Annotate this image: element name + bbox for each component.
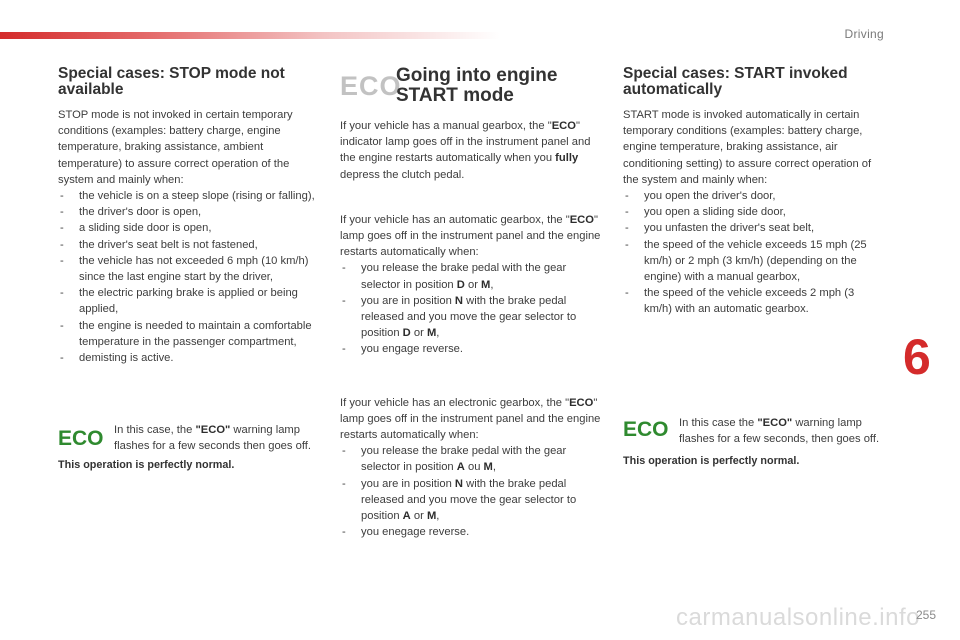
list-item: - you release the brake pedal with the gear selector in position A ou M, [340,443,605,475]
list-item: - demisting is active. [58,350,323,366]
list-item: - a sliding side door is open, [58,220,323,236]
list-electronic-conditions [340,443,605,540]
list-item: - you open a sliding side door, [623,204,885,220]
section-title: Driving [844,27,884,41]
list-item: - the engine is needed to maintain a comfortable temperature in the passenger compartment, [58,318,323,350]
list-item: - you open the driver's door, [623,188,885,204]
list-item: - the speed of the vehicle exceeds 15 mph (25 km/h) or 2 mph (3 km/h) (depending on the engine) with a manual gearbox, [623,237,885,286]
paragraph-start-intro: START mode is invoked automatically in certain temporary conditions (examples: battery charge, engine temperature, braking assistance, air conditioning setting) to assure correct operation of the system and mainly when: [623,109,872,186]
list-item: - you unfasten the driver's seat belt, [623,220,885,236]
column-stop-not-available [58,66,323,473]
paragraph-automatic-gearbox: If your vehicle has an automatic gearbox, the "ECO" lamp goes off in the instrument panel and the engine restarts automatically when: [340,213,601,259]
list-item: - the vehicle is on a steep slope (rising or falling), [58,188,323,204]
normal-operation-note: This operation is perfectly normal. [58,458,235,471]
list-item: - you are in position N with the brake pedal released and you move the gear selector to position D or M, [340,293,605,342]
list-item: - you are in position N with the brake pedal released and you move the gear selector to position A or M, [340,476,605,525]
header-color-bar [0,32,500,39]
eco-icon: ECO [58,427,104,451]
heading-going-into-start: Going into engine START mode [396,65,558,106]
note-eco-flashes [623,415,885,447]
list-automatic-conditions [340,260,605,357]
list-item: - the vehicle has not exceeded 6 mph (10 km/h) since the last engine start by the driver, [58,253,323,285]
eco-icon: ECO [340,71,402,101]
heading-stop-not-available: Special cases: STOP mode not available [58,65,285,98]
list-item: - the driver's seat belt is not fastened, [58,237,323,253]
list-item: - you engage reverse. [340,341,605,357]
paragraph-electronic-gearbox: If your vehicle has an electronic gearbox, the "ECO" lamp goes off in the instrument panel and the engine restarts automatically when: [340,396,601,442]
list-start-conditions [623,188,885,318]
watermark: carmanualsonline.info [676,604,920,631]
list-item: - you enegage reverse. [340,524,605,540]
list-item: - the driver's door is open, [58,204,323,220]
column-going-into-start [340,66,605,540]
column-start-invoked [623,66,885,469]
paragraph-manual-gearbox: If your vehicle has a manual gearbox, the "ECO" indicator lamp goes off in the instrument panel and the engine restarts automatically when you fully depress the clutch pedal. [340,120,591,181]
list-item: - you release the brake pedal with the gear selector in position D or M, [340,260,605,292]
eco-icon: ECO [623,417,669,441]
note-text: In this case the "ECO" warning lamp flashes for a few seconds, then goes off. [679,416,880,445]
normal-operation-note: This operation is perfectly normal. [623,455,800,468]
heading-start-invoked: Special cases: START invoked automatically [623,65,848,98]
note-text: In this case, the "ECO" warning lamp flashes for a few seconds then goes off. [114,424,311,453]
page-number: 255 [916,608,937,622]
note-eco-flashes [58,422,323,454]
paragraph-stop-intro: STOP mode is not invoked in certain temporary conditions (examples: battery charge, engine temperature, braking assistance, ambient temperature) to assure correct operation of the system and mainly when: [58,109,293,186]
chapter-tab-number: 6 [903,329,931,385]
list-item: - the speed of the vehicle exceeds 2 mph (3 km/h) with an automatic gearbox. [623,285,885,317]
list-item: - the electric parking brake is applied or being applied, [58,285,323,317]
list-stop-conditions [58,188,323,366]
